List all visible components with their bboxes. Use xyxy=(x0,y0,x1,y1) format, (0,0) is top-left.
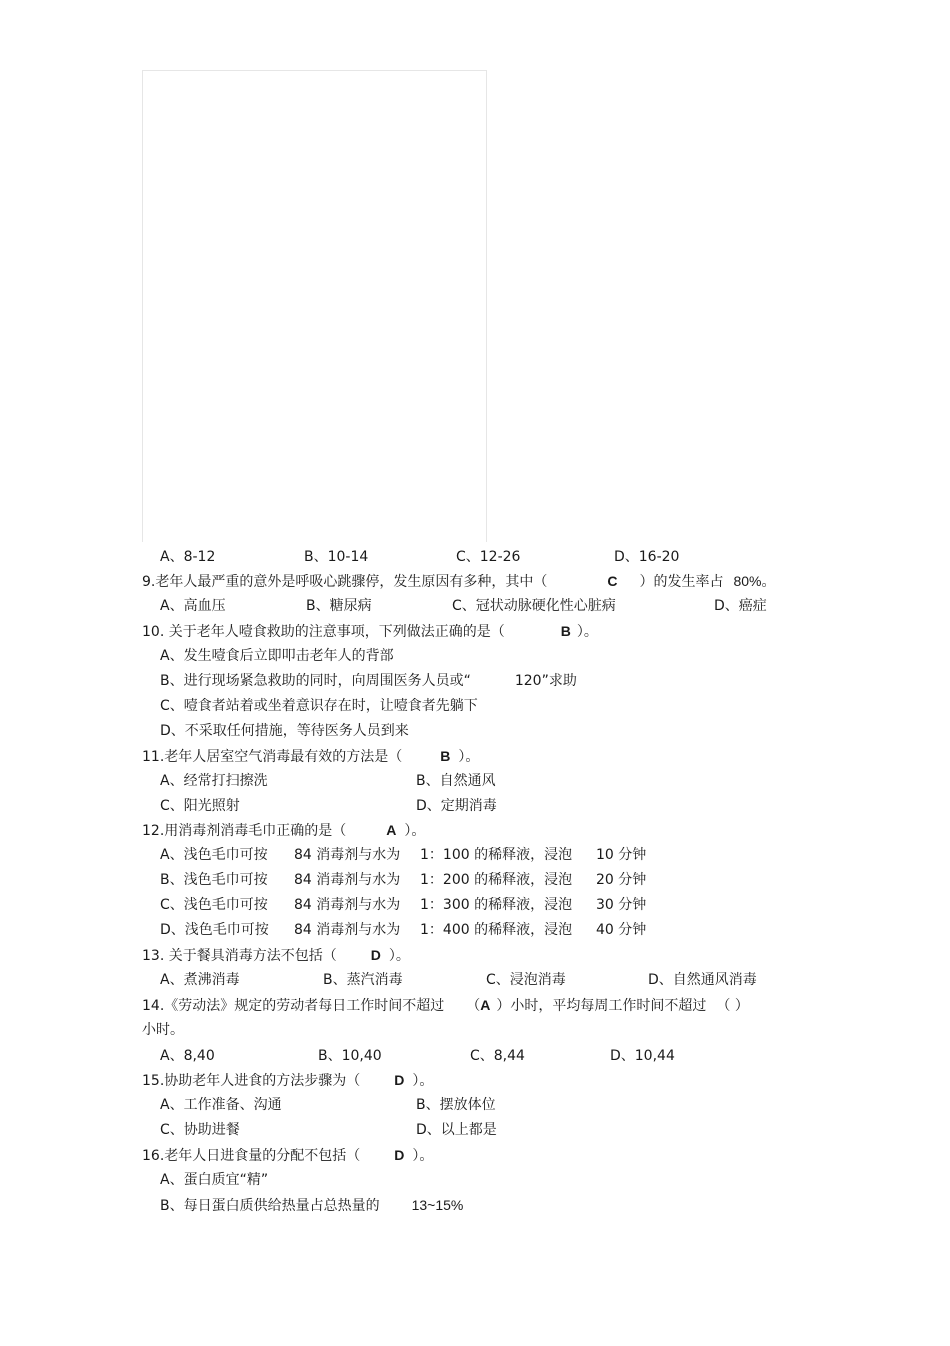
q12-option-c xyxy=(160,896,646,914)
q16-option-b xyxy=(160,1196,463,1215)
q14-option-c: C、8,44 xyxy=(470,1048,525,1064)
q14-blank: （ ） xyxy=(716,998,749,1014)
q16-option-b-text: B、每日蛋白质供给热量占总热量的 xyxy=(160,1198,380,1214)
q10-suffix: ）。 xyxy=(576,624,598,640)
q15-option-a: A、工作准备、沟通 xyxy=(160,1097,282,1113)
q9-answer: C xyxy=(607,573,618,589)
q12-option-d xyxy=(160,921,646,939)
q10-option-c: C、噎食者站着或坐着意识存在时，让噎食者先躺下 xyxy=(160,698,478,714)
q10-stem xyxy=(142,622,598,641)
q9-stem xyxy=(142,572,776,591)
q12-option-d-p3: 1：400 的稀释液，浸泡 xyxy=(420,922,573,938)
q13-option-c: C、浸泡消毒 xyxy=(486,972,566,988)
q16-suffix: ）。 xyxy=(412,1148,434,1164)
q12-option-b-p4: 20 分钟 xyxy=(596,872,647,888)
q16-prefix: 16.老年人日进食量的分配不包括（ xyxy=(142,1148,361,1164)
q12-option-d-p2: 84 消毒剂与水为 xyxy=(294,922,401,938)
q14-option-d: D、10,44 xyxy=(610,1048,675,1064)
q12-option-c-p3: 1：300 的稀释液，浸泡 xyxy=(420,897,573,913)
q13-suffix: ）。 xyxy=(388,948,410,964)
q13-option-d: D、自然通风消毒 xyxy=(648,972,757,988)
q12-option-a-p4: 10 分钟 xyxy=(596,847,647,863)
q15-option-d: D、以上都是 xyxy=(416,1122,497,1138)
q11-option-b: B、自然通风 xyxy=(416,773,496,789)
q10-answer: B xyxy=(560,623,571,639)
q9-option-c: C、冠状动脉硬化性心脏病 xyxy=(452,598,616,614)
q12-option-c-p4: 30 分钟 xyxy=(596,897,647,913)
q8-option-b: B、10-14 xyxy=(304,549,369,565)
q9-option-a: A、高血压 xyxy=(160,598,226,614)
q13-option-a: A、煮沸消毒 xyxy=(160,972,240,988)
q15-option-b: B、摆放体位 xyxy=(416,1097,496,1113)
q12-option-a xyxy=(160,846,646,864)
q14-open: （ xyxy=(466,998,481,1014)
q15-answer: D xyxy=(394,1072,405,1088)
q8-option-a: A、8-12 xyxy=(160,549,216,565)
q11-prefix: 11.老年人居室空气消毒最有效的方法是（ xyxy=(142,749,403,765)
q16-option-b-number: 13~15% xyxy=(411,1197,464,1213)
q12-option-b-p2: 84 消毒剂与水为 xyxy=(294,872,401,888)
q12-option-b-p3: 1：200 的稀释液，浸泡 xyxy=(420,872,573,888)
q14-mid: ）小时，平均每周工作时间不超过 xyxy=(496,998,707,1014)
q8-option-c: C、12-26 xyxy=(456,549,521,565)
q13-prefix: 13. 关于餐具消毒方法不包括（ xyxy=(142,948,337,964)
q15-option-c: C、协助进餐 xyxy=(160,1122,240,1138)
q14-stem xyxy=(142,996,749,1015)
q14-option-a: A、8,40 xyxy=(160,1048,215,1064)
q14-prefix: 14.《劳动法》规定的劳动者每日工作时间不超过 xyxy=(142,998,445,1014)
q12-prefix: 12.用消毒剂消毒毛巾正确的是（ xyxy=(142,823,347,839)
q12-option-a-p2: 84 消毒剂与水为 xyxy=(294,847,401,863)
q12-option-b-p1: B、浅色毛巾可按 xyxy=(160,872,268,888)
q11-stem xyxy=(142,747,479,766)
q10-option-b-number: 120”求助 xyxy=(514,673,577,689)
q15-stem xyxy=(142,1071,433,1090)
q12-option-a-p1: A、浅色毛巾可按 xyxy=(160,847,268,863)
q10-prefix: 10. 关于老年人噎食救助的注意事项，下列做法正确的是（ xyxy=(142,624,505,640)
q15-suffix: ）。 xyxy=(412,1073,434,1089)
q9-suffix: ）的发生率占 xyxy=(639,574,724,590)
q9-option-b: B、糖尿病 xyxy=(306,598,372,614)
q13-option-b: B、蒸汽消毒 xyxy=(323,972,403,988)
q14-stem-cont: 小时。 xyxy=(142,1022,184,1038)
q16-answer: D xyxy=(394,1147,405,1163)
q14-option-b: B、10,40 xyxy=(318,1048,382,1064)
q12-option-d-p4: 40 分钟 xyxy=(596,922,647,938)
q12-stem xyxy=(142,821,425,840)
q12-option-c-p2: 84 消毒剂与水为 xyxy=(294,897,401,913)
q9-pct: 80%。 xyxy=(733,573,776,589)
q13-answer: D xyxy=(370,947,381,963)
q16-option-a: A、蛋白质宜“精” xyxy=(160,1172,269,1188)
q10-option-b xyxy=(160,672,577,690)
q12-option-a-p3: 1：100 的稀释液，浸泡 xyxy=(420,847,573,863)
q12-option-c-p1: C、浅色毛巾可按 xyxy=(160,897,268,913)
q10-option-a: A、发生噎食后立即叩击老年人的背部 xyxy=(160,648,394,664)
q16-stem xyxy=(142,1146,433,1165)
q11-option-a: A、经常打扫擦洗 xyxy=(160,773,268,789)
q15-prefix: 15.协助老年人进食的方法步骤为（ xyxy=(142,1073,361,1089)
q12-suffix: ）。 xyxy=(404,823,426,839)
q9-prefix: 9.老年人最严重的意外是呼吸心跳骤停，发生原因有多种，其中（ xyxy=(142,574,548,590)
q13-stem xyxy=(142,946,410,965)
q8-option-d: D、16-20 xyxy=(614,549,680,565)
image-placeholder xyxy=(142,70,487,542)
q10-option-b-text: B、进行现场紧急救助的同时，向周围医务人员或“ xyxy=(160,673,471,689)
q12-option-b xyxy=(160,871,646,889)
q12-option-d-p1: D、浅色毛巾可按 xyxy=(160,922,269,938)
q9-option-d: D、癌症 xyxy=(714,598,767,614)
q11-option-d: D、定期消毒 xyxy=(416,798,497,814)
q12-answer: A xyxy=(386,822,397,838)
q11-answer: B xyxy=(440,748,451,764)
q10-option-d: D、不采取任何措施，等待医务人员到来 xyxy=(160,723,409,739)
q11-option-c: C、阳光照射 xyxy=(160,798,240,814)
q11-suffix: ）。 xyxy=(458,749,480,765)
q14-answer: A xyxy=(480,997,491,1013)
